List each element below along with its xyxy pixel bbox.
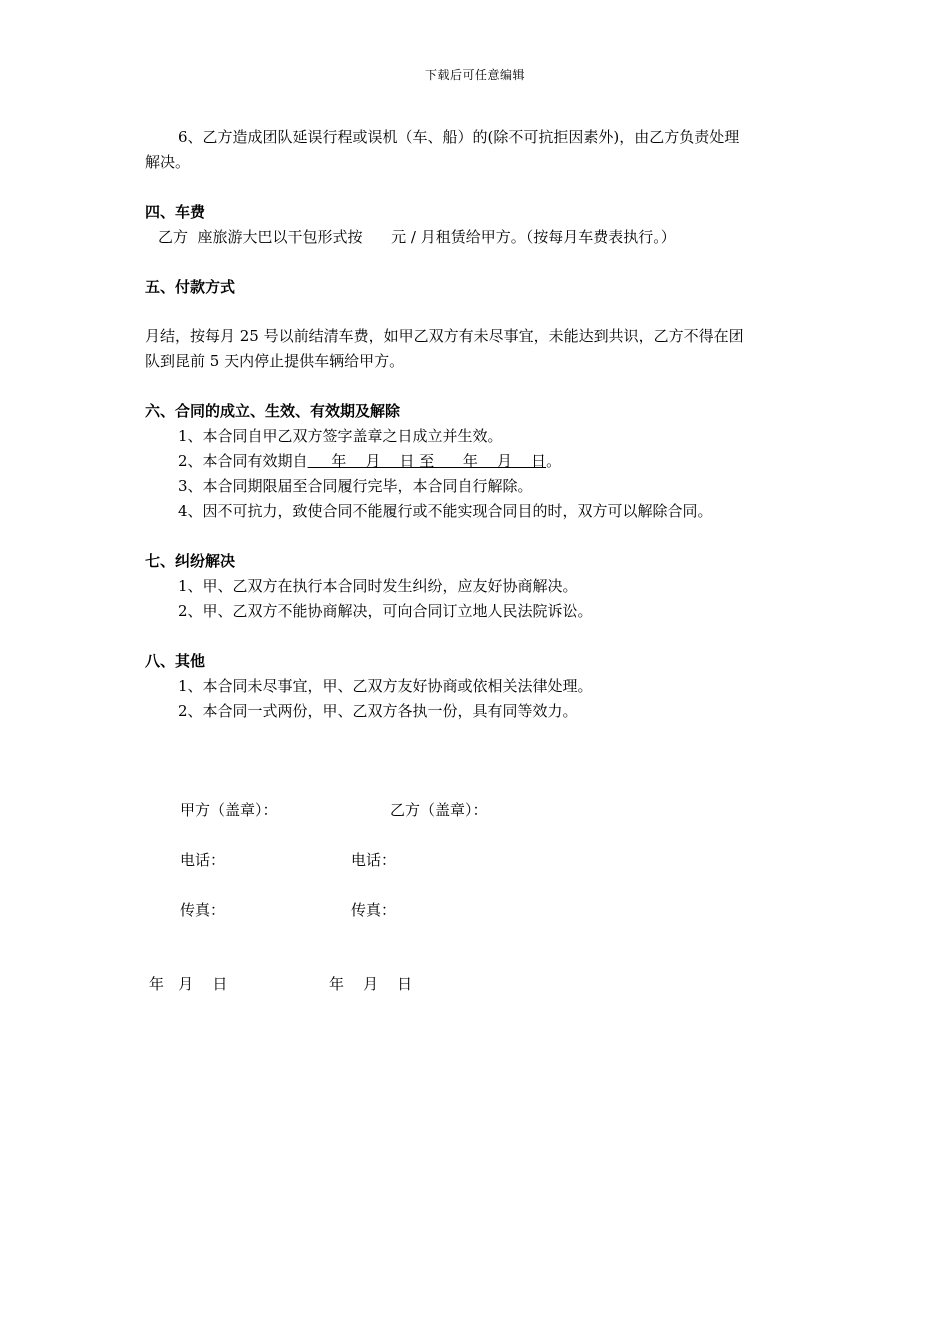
party-a-phone-label: 电话： (180, 851, 226, 869)
page-header: 下载后可任意编辑 (424, 68, 525, 82)
section-7-title: 七、纠纷解决 (145, 552, 236, 570)
party-b-fax-label: 传真： (351, 901, 397, 919)
section-6-item-2 (178, 451, 848, 471)
party-a-fax-label: 传真： (180, 901, 226, 919)
party-b-phone-label: 电话： (351, 851, 397, 869)
section-6-item-3: 3、本合同期限届至合同履行完毕，本合同自行解除。 (178, 477, 533, 495)
section-8-title: 八、其他 (145, 652, 206, 670)
section-8-item-1: 1、本合同未尽事宜，甲、乙双方友好协商或依相关法律处理。 (178, 677, 593, 695)
section-4-text: 乙方 座旅游大巴以干包形式按 元 / 月租赁给甲方。（按每月车费表执行。） (158, 228, 676, 246)
section-6-item-2-suffix: 。 (546, 452, 562, 470)
section-6-title: 六、合同的成立、生效、有效期及解除 (145, 402, 401, 420)
section-6-item-2-prefix: 2、本合同有效期自 (178, 452, 308, 470)
validity-period-blank: 年 月 日 至 年 月 日 (307, 452, 547, 470)
section-5-title: 五、付款方式 (145, 278, 236, 296)
party-b-date: 年 月 日 (329, 975, 413, 993)
party-b-seal-label: 乙方（盖章）： (390, 801, 488, 819)
section-8-item-2: 2、本合同一式两份，甲、乙双方各执一份，具有同等效力。 (178, 702, 578, 720)
paragraph-6-line-2: 解决。 (145, 153, 191, 171)
party-a-date: 年 月 日 (149, 975, 228, 993)
section-7-item-2: 2、甲、乙双方不能协商解决，可向合同订立地人民法院诉讼。 (178, 602, 593, 620)
section-7-item-1: 1、甲、乙双方在执行本合同时发生纠纷，应友好协商解决。 (178, 577, 578, 595)
section-6-item-4: 4、因不可抗力，致使合同不能履行或不能实现合同目的时，双方可以解除合同。 (178, 502, 713, 520)
section-5-line-2: 队到昆前 5 天内停止提供车辆给甲方。 (145, 352, 405, 370)
paragraph-6-line-1: 6、乙方造成团队延误行程或误机（车、船）的(除不可抗拒因素外)，由乙方负责处理 (178, 128, 740, 146)
section-5-line-1: 月结，按每月 25 号以前结清车费，如甲乙双方有未尽事宜，未能达到共识，乙方不得在团 (145, 327, 744, 345)
section-6-item-1: 1、本合同自甲乙双方签字盖章之日成立并生效。 (178, 427, 503, 445)
section-4-title: 四、车费 (145, 203, 206, 221)
party-a-seal-label: 甲方（盖章）： (180, 801, 278, 819)
